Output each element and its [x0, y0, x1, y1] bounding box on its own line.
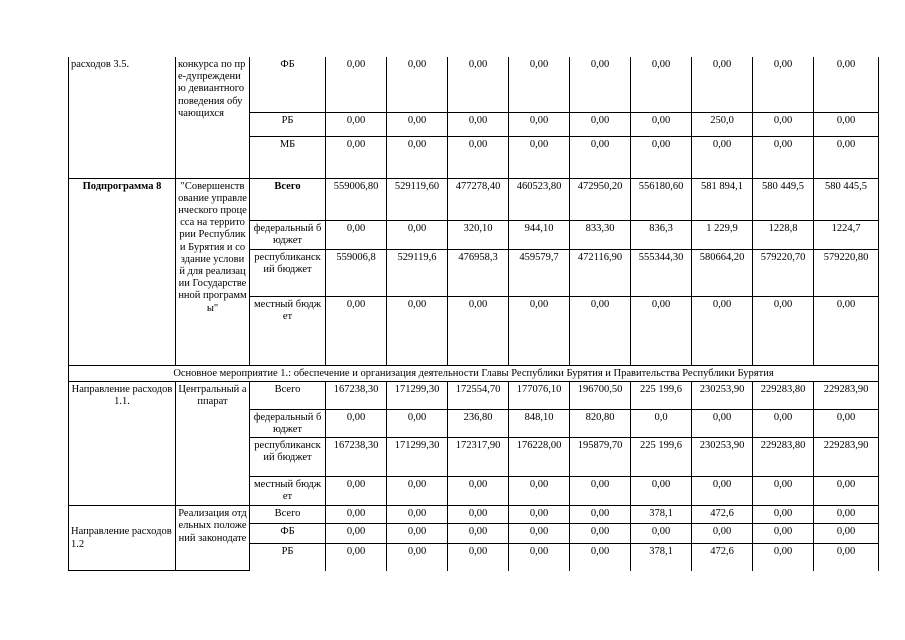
amount-cell: 0,00 — [692, 136, 753, 178]
amount-cell: 0,00 — [387, 544, 448, 571]
amount-cell: 0,00 — [753, 506, 814, 524]
amount-cell: 0,00 — [814, 57, 879, 112]
amount-cell: 0,00 — [509, 506, 570, 524]
amount-cell: 0,00 — [326, 112, 387, 136]
amount-cell: 555344,30 — [631, 249, 692, 296]
amount-cell: 0,00 — [387, 57, 448, 112]
amount-cell: 0,00 — [387, 296, 448, 365]
amount-cell: 229283,90 — [814, 438, 879, 477]
budget-source-cell: МБ — [250, 136, 326, 178]
amount-cell: 0,00 — [753, 112, 814, 136]
budget-source-cell: республиканский бюджет — [250, 249, 326, 296]
budget-source-cell: республиканский бюджет — [250, 438, 326, 477]
amount-cell: 0,00 — [692, 477, 753, 506]
budget-source-cell: федеральный бюджет — [250, 220, 326, 249]
amount-cell: 0,00 — [326, 220, 387, 249]
amount-cell: 0,00 — [570, 506, 631, 524]
amount-cell: 556180,60 — [631, 178, 692, 220]
amount-cell: 0,00 — [692, 409, 753, 437]
amount-cell: 0,00 — [753, 57, 814, 112]
activity-name-cell: конкурса по пре-дупреждению девиантного поведения обучающихся — [176, 57, 250, 178]
activity-name-cell: Реализация отдельных положений законодате — [176, 506, 250, 571]
table-body — [69, 57, 879, 571]
activity-name-cell: Центральный аппарат — [176, 381, 250, 505]
budget-source-cell: местный бюджет — [250, 477, 326, 506]
amount-cell: 0,00 — [631, 524, 692, 544]
amount-cell: 0,00 — [509, 112, 570, 136]
amount-cell: 0,00 — [814, 506, 879, 524]
amount-cell: 171299,30 — [387, 438, 448, 477]
amount-cell: 167238,30 — [326, 438, 387, 477]
amount-cell: 0,00 — [631, 477, 692, 506]
amount-cell: 0,00 — [387, 112, 448, 136]
amount-cell: 0,00 — [387, 136, 448, 178]
amount-cell: 0,00 — [448, 136, 509, 178]
amount-cell: 0,00 — [753, 524, 814, 544]
amount-cell: 378,1 — [631, 544, 692, 571]
budget-source-cell: РБ — [250, 112, 326, 136]
amount-cell: 225 199,6 — [631, 381, 692, 409]
amount-cell: 0,00 — [814, 409, 879, 437]
amount-cell: 460523,80 — [509, 178, 570, 220]
amount-cell: 0,00 — [814, 524, 879, 544]
amount-cell: 0,00 — [448, 524, 509, 544]
amount-cell: 836,3 — [631, 220, 692, 249]
amount-cell: 0,00 — [448, 296, 509, 365]
amount-cell: 0,00 — [753, 544, 814, 571]
amount-cell: 225 199,6 — [631, 438, 692, 477]
amount-cell: 236,80 — [448, 409, 509, 437]
amount-cell: 230253,90 — [692, 438, 753, 477]
amount-cell: 529119,6 — [387, 249, 448, 296]
amount-cell: 0,00 — [509, 477, 570, 506]
budget-table — [68, 57, 879, 571]
section-header: Основное мероприятие 1.: обеспечение и организация деятельности Главы Республики Бурятия и Правительства Республики Бурятия — [69, 365, 879, 381]
amount-cell: 196700,50 — [570, 381, 631, 409]
amount-cell: 0,00 — [326, 409, 387, 437]
amount-cell: 0,00 — [753, 136, 814, 178]
amount-cell: 0,00 — [326, 544, 387, 571]
amount-cell: 459579,7 — [509, 249, 570, 296]
amount-cell: 0,00 — [631, 112, 692, 136]
amount-cell: 0,00 — [387, 477, 448, 506]
table-row — [69, 178, 879, 220]
amount-cell: 0,00 — [326, 57, 387, 112]
amount-cell: 477278,40 — [448, 178, 509, 220]
amount-cell: 195879,70 — [570, 438, 631, 477]
budget-source-cell: РБ — [250, 544, 326, 571]
amount-cell: 472,6 — [692, 544, 753, 571]
direction-cell: расходов 3.5. — [69, 57, 176, 178]
amount-cell: 0,00 — [509, 57, 570, 112]
amount-cell: 0,00 — [692, 296, 753, 365]
table-row — [69, 506, 879, 524]
amount-cell: 0,00 — [387, 220, 448, 249]
amount-cell: 0,00 — [570, 136, 631, 178]
amount-cell: 0,00 — [326, 477, 387, 506]
amount-cell: 820,80 — [570, 409, 631, 437]
amount-cell: 1224,7 — [814, 220, 879, 249]
amount-cell: 0,00 — [448, 57, 509, 112]
amount-cell: 0,00 — [814, 136, 879, 178]
amount-cell: 230253,90 — [692, 381, 753, 409]
subprogram-name: "Совершенствование управленческого процесса на территории Республики Бурятия и создание условий для реализации Государственной программы" — [176, 178, 250, 365]
amount-cell: 0,00 — [692, 57, 753, 112]
amount-cell: 0,00 — [387, 409, 448, 437]
amount-cell: 559006,8 — [326, 249, 387, 296]
table-row — [69, 381, 879, 409]
amount-cell: 0,00 — [692, 524, 753, 544]
direction-cell: Направление расходов 1.1. — [69, 381, 176, 505]
amount-cell: 0,00 — [448, 477, 509, 506]
amount-cell: 0,00 — [631, 296, 692, 365]
amount-cell: 1 229,9 — [692, 220, 753, 249]
amount-cell: 944,10 — [509, 220, 570, 249]
amount-cell: 176228,00 — [509, 438, 570, 477]
subprogram-label: Подпрограмма 8 — [69, 178, 176, 365]
amount-cell: 0,00 — [448, 506, 509, 524]
budget-source-cell: ФБ — [250, 57, 326, 112]
amount-cell: 579220,70 — [753, 249, 814, 296]
amount-cell: 0,00 — [631, 136, 692, 178]
budget-source-cell: местный бюджет — [250, 296, 326, 365]
amount-cell: 0,00 — [509, 296, 570, 365]
amount-cell: 848,10 — [509, 409, 570, 437]
direction-cell: Направление расходов 1.2 — [69, 506, 176, 571]
amount-cell: 579220,80 — [814, 249, 879, 296]
amount-cell: 0,00 — [570, 524, 631, 544]
amount-cell: 0,00 — [387, 524, 448, 544]
amount-cell: 177076,10 — [509, 381, 570, 409]
amount-cell: 0,00 — [326, 506, 387, 524]
amount-cell: 0,00 — [814, 544, 879, 571]
amount-cell: 229283,80 — [753, 438, 814, 477]
amount-cell: 529119,60 — [387, 178, 448, 220]
amount-cell: 833,30 — [570, 220, 631, 249]
amount-cell: 0,00 — [509, 544, 570, 571]
budget-source-cell: ФБ — [250, 524, 326, 544]
amount-cell: 472950,20 — [570, 178, 631, 220]
amount-cell: 0,00 — [814, 477, 879, 506]
amount-cell: 0,00 — [570, 477, 631, 506]
amount-cell: 0,00 — [570, 112, 631, 136]
budget-source-cell: Всего — [250, 381, 326, 409]
amount-cell: 0,00 — [326, 524, 387, 544]
amount-cell: 0,00 — [570, 544, 631, 571]
amount-cell: 0,00 — [387, 506, 448, 524]
amount-cell: 581 894,1 — [692, 178, 753, 220]
amount-cell: 0,00 — [753, 296, 814, 365]
table-row — [69, 57, 879, 112]
amount-cell: 172554,70 — [448, 381, 509, 409]
amount-cell: 0,0 — [631, 409, 692, 437]
amount-cell: 250,0 — [692, 112, 753, 136]
amount-cell: 229283,80 — [753, 381, 814, 409]
amount-cell: 172317,90 — [448, 438, 509, 477]
amount-cell: 580 445,5 — [814, 178, 879, 220]
amount-cell: 0,00 — [814, 112, 879, 136]
amount-cell: 0,00 — [753, 477, 814, 506]
amount-cell: 0,00 — [570, 296, 631, 365]
amount-cell: 171299,30 — [387, 381, 448, 409]
amount-cell: 472116,90 — [570, 249, 631, 296]
amount-cell: 472,6 — [692, 506, 753, 524]
amount-cell: 476958,3 — [448, 249, 509, 296]
amount-cell: 580664,20 — [692, 249, 753, 296]
budget-source-cell: Всего — [250, 506, 326, 524]
amount-cell: 0,00 — [753, 409, 814, 437]
amount-cell: 0,00 — [326, 296, 387, 365]
budget-source-cell: Всего — [250, 178, 326, 220]
amount-cell: 0,00 — [448, 112, 509, 136]
amount-cell: 0,00 — [570, 57, 631, 112]
amount-cell: 378,1 — [631, 506, 692, 524]
amount-cell: 580 449,5 — [753, 178, 814, 220]
amount-cell: 559006,80 — [326, 178, 387, 220]
amount-cell: 0,00 — [814, 296, 879, 365]
amount-cell: 1228,8 — [753, 220, 814, 249]
amount-cell: 0,00 — [631, 57, 692, 112]
budget-source-cell: федеральный бюджет — [250, 409, 326, 437]
amount-cell: 167238,30 — [326, 381, 387, 409]
amount-cell: 229283,90 — [814, 381, 879, 409]
amount-cell: 320,10 — [448, 220, 509, 249]
table-row — [69, 365, 879, 381]
amount-cell: 0,00 — [509, 524, 570, 544]
amount-cell: 0,00 — [509, 136, 570, 178]
amount-cell: 0,00 — [448, 544, 509, 571]
amount-cell: 0,00 — [326, 136, 387, 178]
